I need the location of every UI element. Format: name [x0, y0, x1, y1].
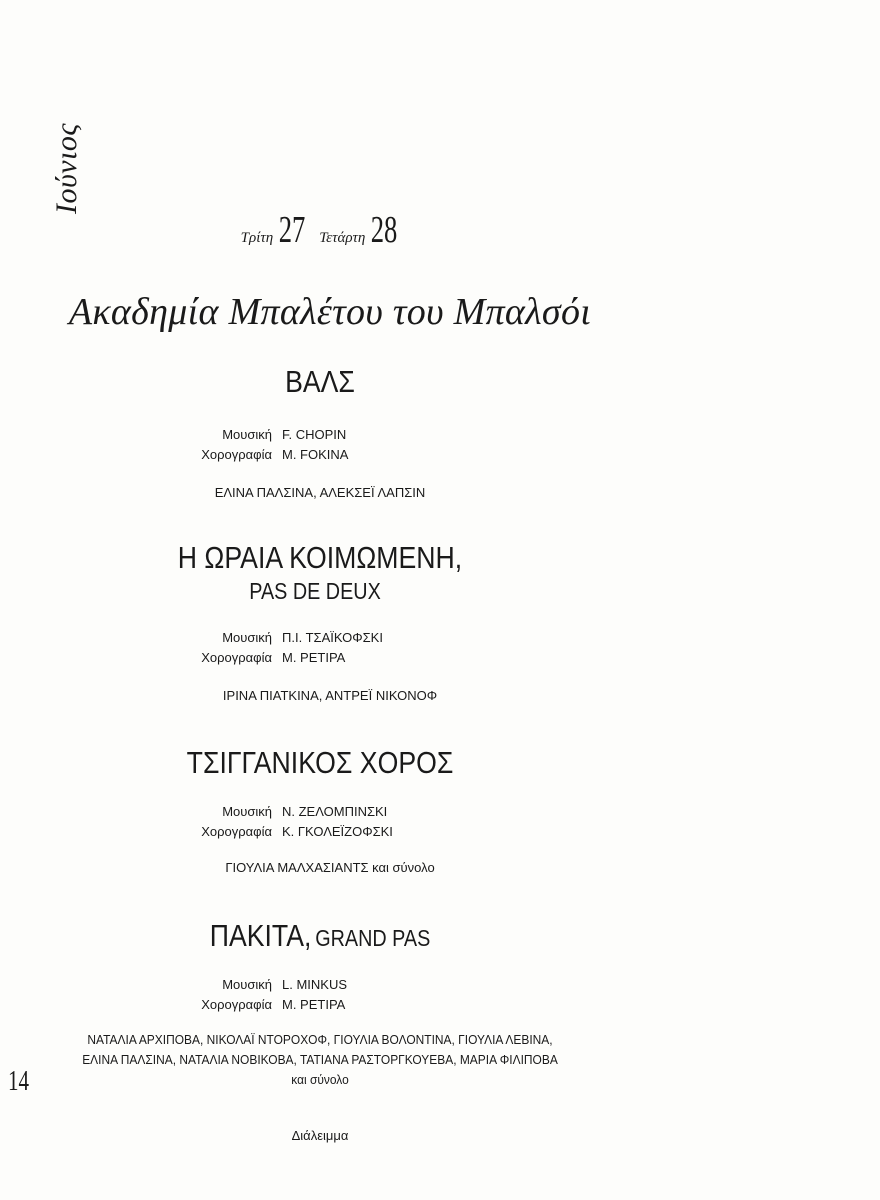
cast-list	[170, 858, 490, 878]
piece-subtitle: GRAND PAS	[315, 925, 431, 951]
date-day: Τετάρτη	[319, 230, 366, 246]
credit-name: Ν. ΖΕΛΟΜΠΙΝΣΚΙ	[282, 804, 388, 819]
cast-list	[170, 483, 470, 503]
cast-line: ΙΡΙΝΑ ΠΙΑΤΚΙΝΑ, ΑΝΤΡΕΪ ΝΙΚΟΝΟΦ	[222, 688, 438, 703]
credit-row	[190, 802, 393, 822]
credit-role: Χορογραφία	[201, 997, 272, 1012]
credit-row	[190, 425, 348, 445]
cast-line: ΕΛΙΝΑ ΠΑΛΣΙΝΑ, ΝΑΤΑΛΙΑ ΝΟΒΙΚΟΒΑ, ΤΑΤΙΑΝΑ ΡΑΣΤΟΡΓΚΟΥΕΒΑ, ΜΑΡΙΑ ΦΙΛΙΠΟΒΑ	[82, 1052, 558, 1067]
cast-line: ΝΑΤΑΛΙΑ ΑΡΧΙΠΟΒΑ, ΝΙΚΟΛΑΪ ΝΤΟΡΟΧΟΦ, ΓΙΟΥΛΙΑ ΒΟΛΟΝΤΙΝΑ, ΓΙΟΥΛΙΑ ΛΕΒΙΝΑ,	[87, 1032, 553, 1047]
credit-role: Μουσική	[222, 427, 272, 442]
date-number: 28	[371, 209, 398, 251]
performance-dates	[200, 208, 440, 252]
cast-list	[44, 1030, 596, 1090]
credit-role: Μουσική	[222, 977, 272, 992]
piece-heading	[174, 918, 466, 954]
credit-name: Κ. ΓΚΟΛΕΪΖΟΦΣΚΙ	[282, 824, 393, 839]
credit-role: Μουσική	[222, 804, 272, 819]
credit-row	[190, 445, 348, 465]
credit-row	[190, 648, 383, 668]
piece-title: ΒΑΛΣ	[285, 364, 355, 399]
date-number: 27	[278, 209, 306, 251]
credit-name: F. CHOPIN	[282, 427, 347, 442]
company-name: Ακαδημία Μπαλέτου του Μπαλσόι	[68, 291, 592, 333]
month-label: Ιούνιος	[50, 122, 83, 214]
intermission-label: Διάλειμμα	[291, 1128, 349, 1143]
piece-credits	[190, 628, 383, 668]
piece-title: ΤΣΙΓΓΑΝΙΚΟΣ ΧΟΡΟΣ	[186, 745, 454, 780]
credit-role: Χορογραφία	[201, 447, 272, 462]
piece-credits	[190, 425, 348, 465]
credit-row	[190, 822, 393, 842]
cast-list	[170, 686, 490, 706]
credit-row	[190, 628, 383, 648]
piece-subtitle: PAS DE DEUX	[249, 578, 381, 604]
credit-name: Μ. ΡΕΤΙΡΑ	[282, 650, 346, 665]
page-number: 14	[8, 1066, 29, 1097]
credit-name: M. FOKINA	[282, 447, 349, 462]
credit-name: L. MINKUS	[282, 977, 348, 992]
cast-line: ΕΛΙΝΑ ΠΑΛΣΙΝΑ, ΑΛΕΚΣΕΪ ΛΑΠΣΙΝ	[214, 485, 426, 500]
credit-role: Χορογραφία	[201, 650, 272, 665]
piece-credits	[190, 802, 393, 842]
credit-row	[190, 995, 347, 1015]
cast-line: και σύνολο	[291, 1072, 349, 1087]
credit-role: Χορογραφία	[201, 824, 272, 839]
cast-line: ΓΙΟΥΛΙΑ ΜΑΛΧΑΣΙΑΝΤΣ και σύνολο	[225, 860, 435, 875]
credit-name: Π.Ι. ΤΣΑΪΚΟΦΣΚΙ	[282, 630, 383, 645]
piece-title: Η ΩΡΑΙΑ ΚΟΙΜΩΜΕΝΗ,	[177, 540, 463, 575]
credit-role: Μουσική	[222, 630, 272, 645]
piece-title: ΠΑΚΙΤΑ,	[209, 918, 312, 953]
credit-row	[190, 975, 347, 995]
piece-credits	[190, 975, 347, 1015]
date-day: Τρίτη	[240, 230, 274, 246]
credit-name: Μ. ΡΕΤΙΡΑ	[282, 997, 346, 1012]
